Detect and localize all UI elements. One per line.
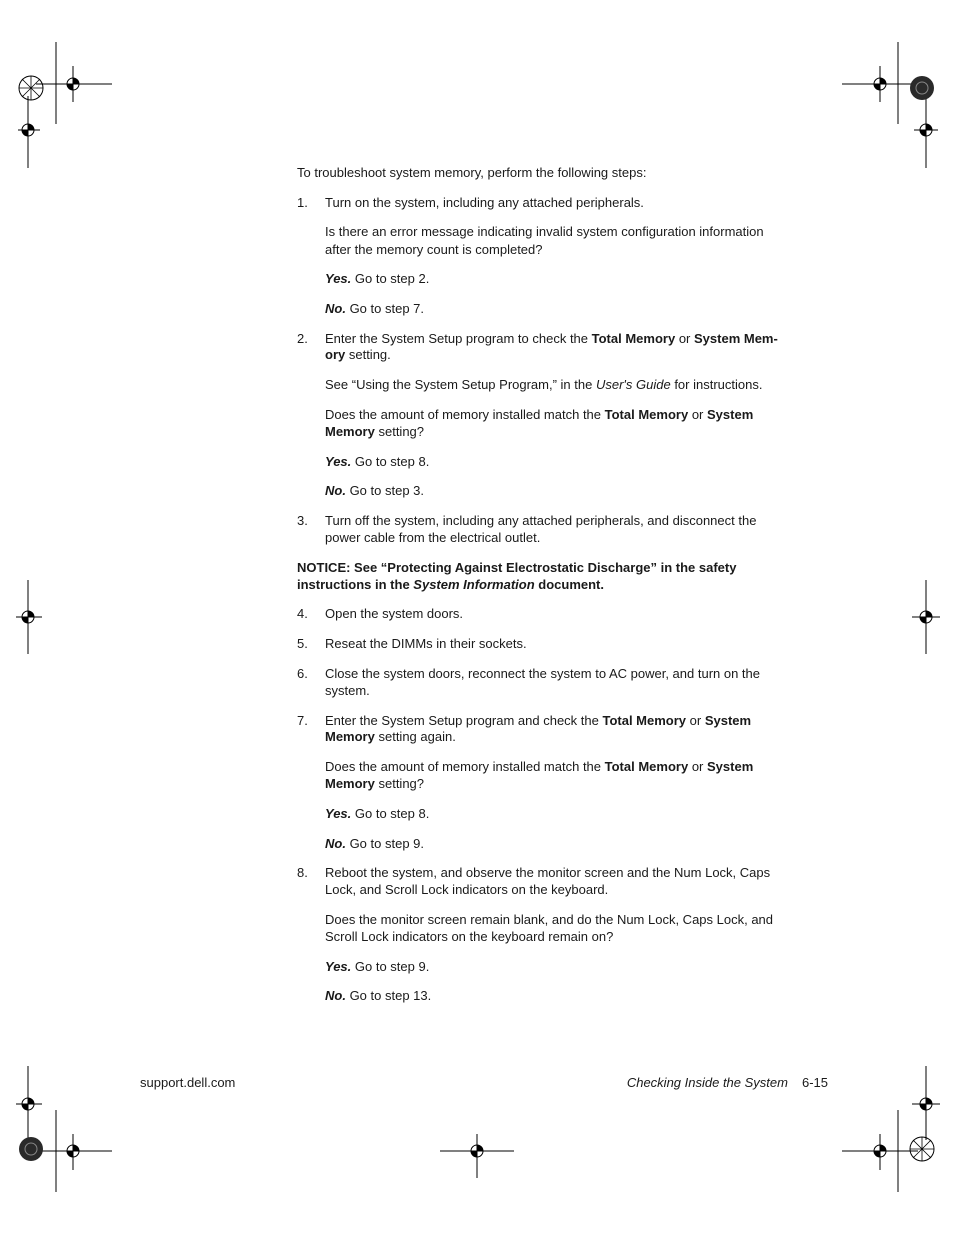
no-answer — [325, 300, 424, 317]
yes-answer — [325, 453, 429, 470]
document-title: System Information — [413, 577, 535, 592]
step-text: Reseat the DIMMs in their sockets. — [325, 636, 527, 651]
setting-name: System Mem- — [694, 331, 778, 346]
yes-label: Yes. — [325, 959, 352, 974]
step-text: Turn on the system, including any attached peripherals. — [325, 195, 644, 210]
step-question-line: Does the monitor screen remain blank, and do the Num Lock, Caps Lock, and — [325, 912, 774, 927]
yes-label: Yes. — [325, 271, 352, 286]
step-text-line: system. — [325, 683, 370, 698]
step-number: 8. — [297, 865, 308, 880]
step-text-line: power cable from the electrical outlet. — [325, 530, 541, 545]
no-text: Go to step 3. — [345, 483, 424, 498]
no-label: No. — [325, 988, 346, 1003]
no-label: No. — [325, 301, 346, 316]
step-text-line — [325, 346, 391, 363]
no-text: Go to step 7. — [345, 301, 424, 316]
setting-name: Memory — [325, 729, 375, 744]
yes-label: Yes. — [325, 454, 352, 469]
text-run: See “Using the System Setup Program,” in the — [325, 377, 596, 392]
no-label: No. — [325, 483, 346, 498]
step-number: 2. — [297, 331, 308, 346]
no-text: Go to step 13. — [345, 988, 432, 1003]
setting-name: Memory — [325, 424, 375, 439]
step-question-line — [325, 406, 753, 423]
yes-text: Go to step 2. — [351, 271, 430, 286]
text-run: Enter the System Setup program and check the — [325, 713, 603, 728]
step-text-line: Turn off the system, including any attached peripherals, and disconnect the — [325, 513, 757, 528]
step-text-line: Close the system doors, reconnect the system to AC power, and turn on the — [325, 666, 761, 681]
page-number: 6-15 — [801, 1075, 828, 1090]
setting-name: ory — [325, 347, 346, 362]
step-question-line — [325, 758, 753, 775]
step-question-line — [325, 775, 424, 792]
yes-text: Go to step 8. — [351, 806, 430, 821]
intro-text: To troubleshoot system memory, perform the following steps: — [297, 165, 647, 180]
footer-site: support.dell.com — [140, 1075, 236, 1090]
step-question-line: after the memory count is completed? — [325, 242, 543, 257]
step-number: 3. — [297, 513, 308, 528]
text-run: or — [688, 759, 707, 774]
step-number: 5. — [297, 636, 308, 651]
text-run: for instructions. — [670, 377, 763, 392]
no-answer — [325, 835, 424, 852]
footer-running-head — [627, 1074, 828, 1091]
step-text-line — [325, 330, 778, 347]
yes-answer — [325, 958, 429, 975]
text-run: setting? — [374, 424, 425, 439]
text-run: setting? — [374, 776, 425, 791]
text-run: setting. — [345, 347, 391, 362]
text-run: instructions in the — [297, 577, 414, 592]
text-run: setting again. — [374, 729, 456, 744]
setting-name: Total Memory — [604, 759, 689, 774]
setting-name: Total Memory — [591, 331, 676, 346]
see-reference — [325, 376, 762, 393]
step-text-line: Lock, and Scroll Lock indicators on the keyboard. — [325, 882, 609, 897]
step-number: 6. — [297, 666, 308, 681]
yes-text: Go to step 9. — [351, 959, 430, 974]
setting-name: System — [704, 713, 752, 728]
guide-title: User's Guide — [595, 377, 671, 392]
footer-chapter: Checking Inside the System — [626, 1075, 788, 1090]
text-run: Enter the System Setup program to check the — [325, 331, 592, 346]
yes-answer — [325, 805, 429, 822]
step-number: 1. — [297, 195, 308, 210]
setting-name: Memory — [325, 776, 375, 791]
setting-name: Total Memory — [604, 407, 689, 422]
yes-text: Go to step 8. — [351, 454, 430, 469]
step-number: 7. — [297, 713, 308, 728]
notice-line: NOTICE: See “Protecting Against Electrostatic Discharge” in the safety — [297, 560, 737, 575]
step-text-line — [325, 728, 456, 745]
text-run: document. — [534, 577, 604, 592]
step-text-line — [325, 712, 751, 729]
text-run: or — [675, 331, 694, 346]
text-run: Does the amount of memory installed match the — [325, 759, 605, 774]
setting-name: System — [707, 759, 754, 774]
step-question-line: Is there an error message indicating invalid system configuration information — [325, 224, 764, 239]
text-run: or — [686, 713, 705, 728]
notice-line — [297, 576, 604, 593]
step-text: Open the system doors. — [325, 606, 464, 621]
no-answer — [325, 987, 431, 1004]
setting-name: System — [707, 407, 754, 422]
step-number: 4. — [297, 606, 308, 621]
step-question-line: Scroll Lock indicators on the keyboard remain on? — [325, 929, 614, 944]
text-run: or — [688, 407, 707, 422]
step-text-line: Reboot the system, and observe the monitor screen and the Num Lock, Caps — [325, 865, 771, 880]
text-run: Does the amount of memory installed match the — [325, 407, 605, 422]
setting-name: Total Memory — [602, 713, 687, 728]
no-label: No. — [325, 836, 346, 851]
no-answer — [325, 482, 424, 499]
yes-label: Yes. — [325, 806, 352, 821]
yes-answer — [325, 270, 429, 287]
step-question-line — [325, 423, 424, 440]
no-text: Go to step 9. — [345, 836, 424, 851]
